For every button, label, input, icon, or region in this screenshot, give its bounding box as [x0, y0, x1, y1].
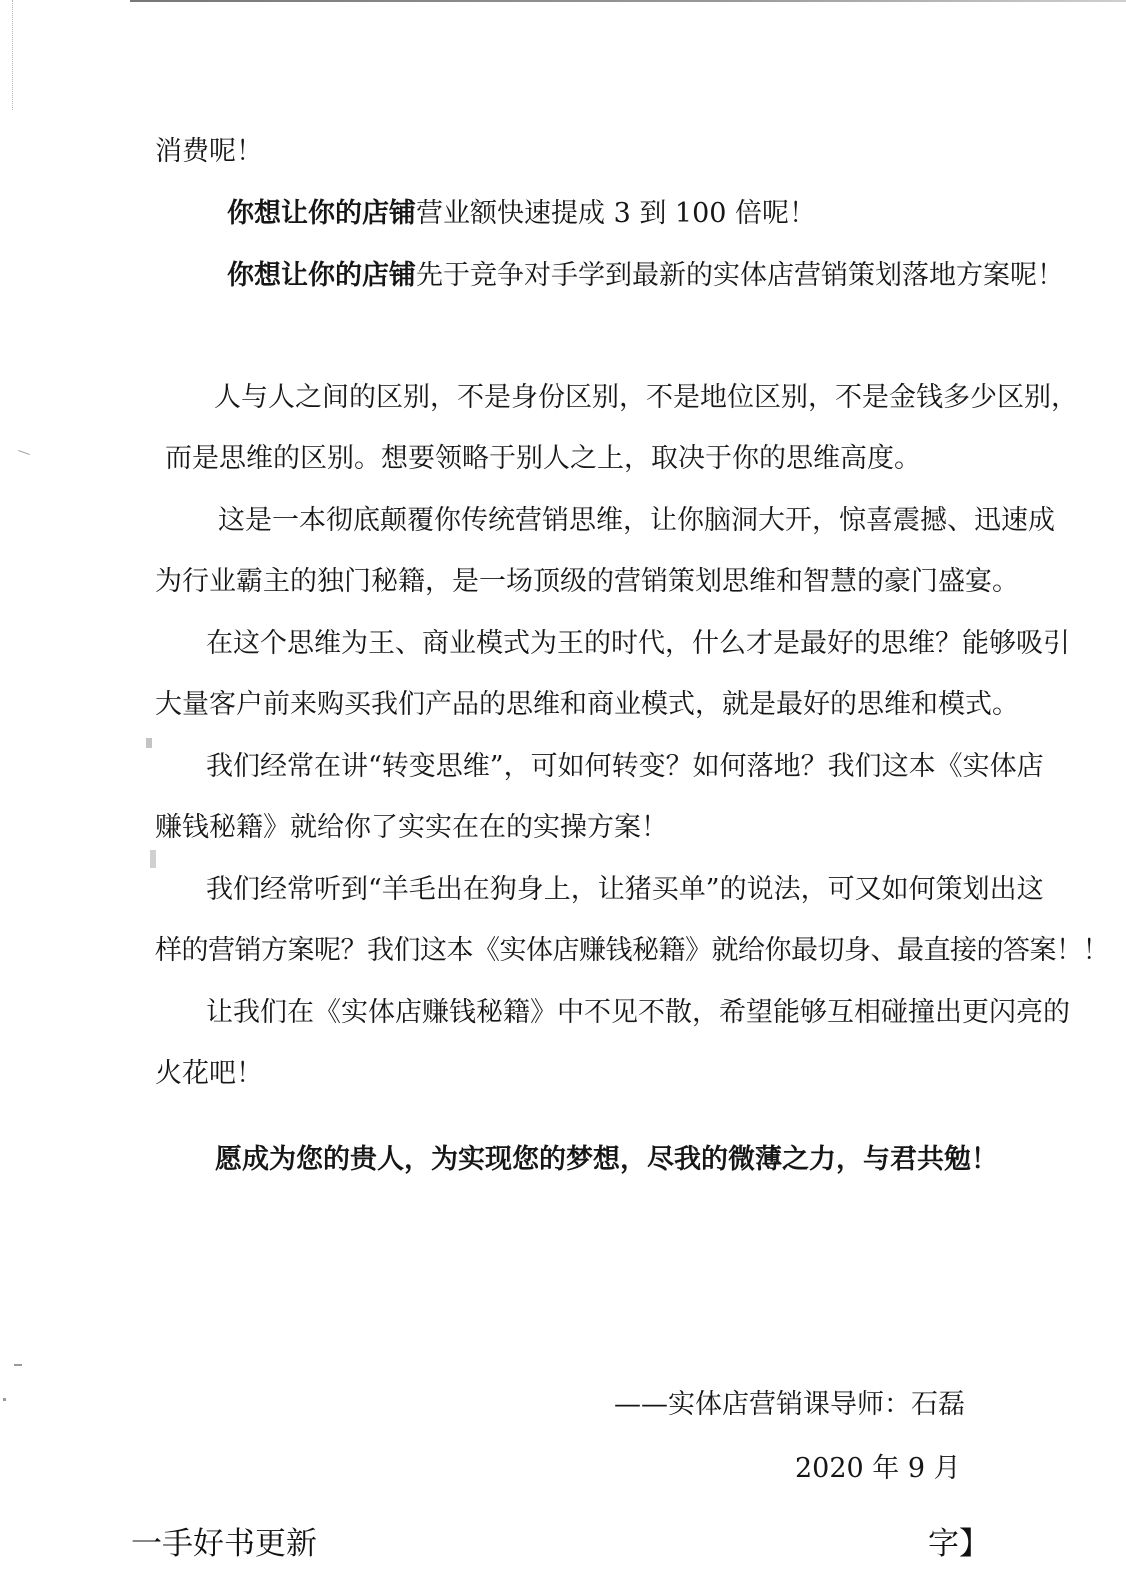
text-line: 样的营销方案呢？我们这本《实体店赚钱秘籍》就给你最切身、最直接的答案！！ — [155, 935, 1109, 966]
scan-speck — [14, 1364, 22, 1366]
text-line: 我们经常听到“羊毛出在狗身上，让猪买单”的说法，可又如何策划出这 — [206, 874, 1044, 905]
text-line: 我们经常在讲“转变思维”，可如何转变？如何落地？我们这本《实体店 — [206, 751, 1044, 782]
text-line: 这是一本彻底颠覆你传统营销思维，让你脑洞大开，惊喜震撼、迅速成 — [218, 505, 1055, 536]
text-line: 大量客户前来购买我们产品的思维和商业模式，就是最好的思维和模式。 — [155, 689, 1019, 720]
text-line — [227, 196, 816, 232]
bold-phrase: 你想让你的店铺 — [227, 198, 416, 229]
scan-speck — [18, 450, 30, 455]
text-line: 火花吧！ — [155, 1058, 263, 1089]
text-line — [227, 258, 1064, 294]
scan-speck — [150, 850, 156, 868]
text-line: 赚钱秘籍》就给你了实实在在的实操方案！ — [155, 812, 668, 843]
footer-right-text: 字】 — [928, 1526, 990, 1562]
closing-line: 愿成为您的贵人，为实现您的梦想，尽我的微薄之力，与君共勉！ — [215, 1144, 998, 1175]
footer-left-text: 一手好书更新 — [131, 1526, 317, 1562]
text-line: 人与人之间的区别，不是身份区别，不是地位区别，不是金钱多少区别， — [214, 382, 1078, 413]
text-line: 让我们在《实体店赚钱秘籍》中不见不散，希望能够互相碰撞出更闪亮的 — [206, 997, 1070, 1028]
text-line: 为行业霸主的独门秘籍，是一场顶级的营销策划思维和智慧的豪门盛宴。 — [155, 566, 1019, 597]
date: 2020 年 9 月 — [795, 1453, 961, 1484]
text-span: 先于竞争对手学到最新的实体店营销策划落地方案呢！ — [416, 260, 1064, 291]
bold-phrase: 你想让你的店铺 — [227, 260, 416, 291]
signature: ——实体店营销课导师：石磊 — [614, 1389, 965, 1420]
text-line: 而是思维的区别。想要领略于别人之上，取决于你的思维高度。 — [165, 443, 921, 474]
text-line: 在这个思维为王、商业模式为王的时代，什么才是最好的思维？能够吸引 — [206, 628, 1070, 659]
scan-speck — [146, 738, 152, 748]
scan-speck — [3, 1398, 6, 1401]
text-span: 营业额快速提成 3 到 100 倍呢！ — [416, 198, 817, 229]
scan-left-edge — [12, 0, 14, 110]
scan-top-edge — [130, 0, 1126, 2]
text-line: 消费呢！ — [155, 136, 263, 167]
